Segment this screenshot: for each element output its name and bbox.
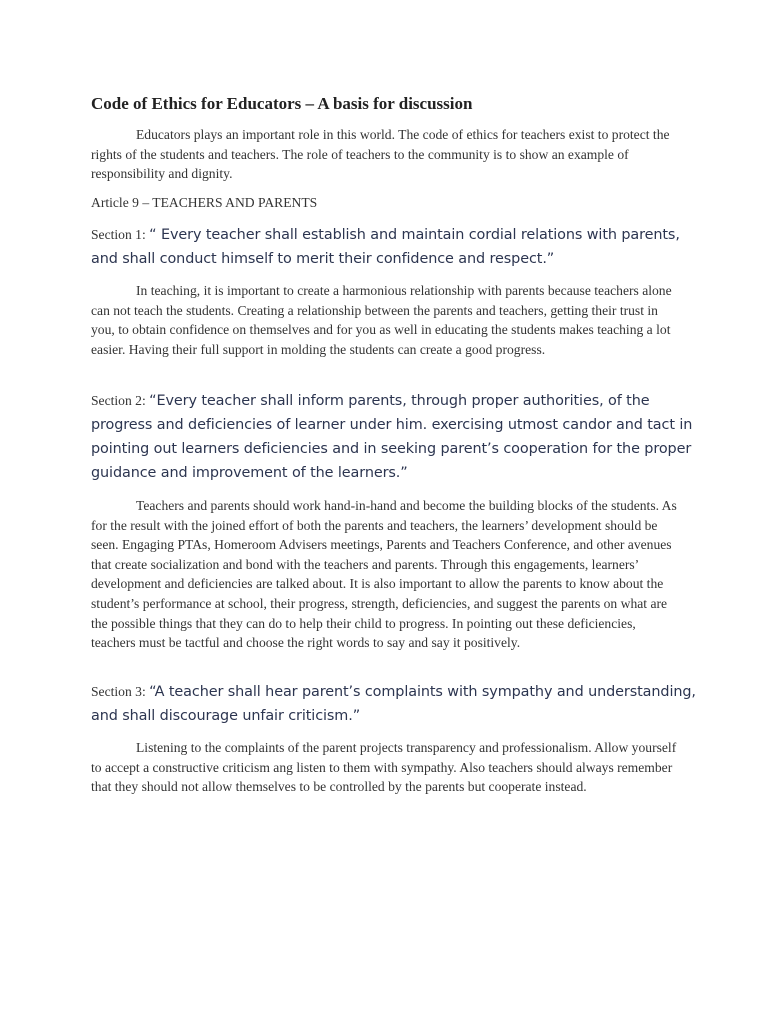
article-heading: Article 9 – TEACHERS AND PARENTS [91, 195, 318, 210]
section-1-quote: “ Every teacher shall establish and maintain cordial relations with parents, and shall conduct himself to merit their confidence and respect.” [91, 227, 680, 267]
intro-paragraph: Educators plays an important role in this world. The code of ethics for teachers exist to protect the rights of the students and teachers. The role of teachers to the community is to show an example of responsibility and dignity. [91, 127, 670, 182]
section-3-label: Section 3: [91, 684, 150, 699]
section-1-discussion: In teaching, it is important to create a harmonious relationship with parents because teachers alone can not teach the students. Creating a relationship between the parents and teachers, getting their trust in you, to obtain confidence on themselves and for you as well in educating the students makes teaching a lot easier. Having their full support in molding the students can create a good progress. [91, 283, 672, 357]
section-2-quote: “Every teacher shall inform parents, through proper authorities, of the progress and deficiencies of learner under him. exercising utmost candor and tact in pointing out learners deficiencies and in seeking parent’s cooperation for the proper guidance and improvement of the learners.” [91, 393, 693, 481]
section-3-discussion: Listening to the complaints of the parent projects transparency and professionalism. Allow yourself to accept a constructive criticism ang listen to them with sympathy. Also teachers should always remember that they should not allow themselves to be controlled by the parents but cooperate instead. [91, 740, 677, 795]
section-3-quote: “A teacher shall hear parent’s complaints with sympathy and understanding, and shall discourage unfair criticism.” [91, 684, 696, 724]
section-2-discussion: Teachers and parents should work hand-in-hand and become the building blocks of the students. As for the result with the joined effort of both the parents and teachers, the learners’ development should be seen. Engaging PTAs, Homeroom Advisers meetings, Parents and Teachers Conference, and other avenues that create socialization and bond with the teachers and parents. Through this engagements, learners’ development and deficiencies are talked about. It is also important to allow the parents to know about the student’s performance at school, their progress, strength, deficiencies, and suggest the parents on what are the possible things that they can do to help their child to progress. In pointing out these deficiencies, teachers must be tactful and choose the right words to say and say it positively. [91, 498, 677, 651]
section-3-statement [91, 680, 696, 728]
section-2-statement [91, 389, 696, 485]
document-title: Code of Ethics for Educators – A basis for discussion [91, 94, 473, 113]
section-1-label: Section 1: [91, 227, 150, 242]
section-1-statement [91, 223, 696, 271]
section-2-label: Section 2: [91, 393, 150, 408]
